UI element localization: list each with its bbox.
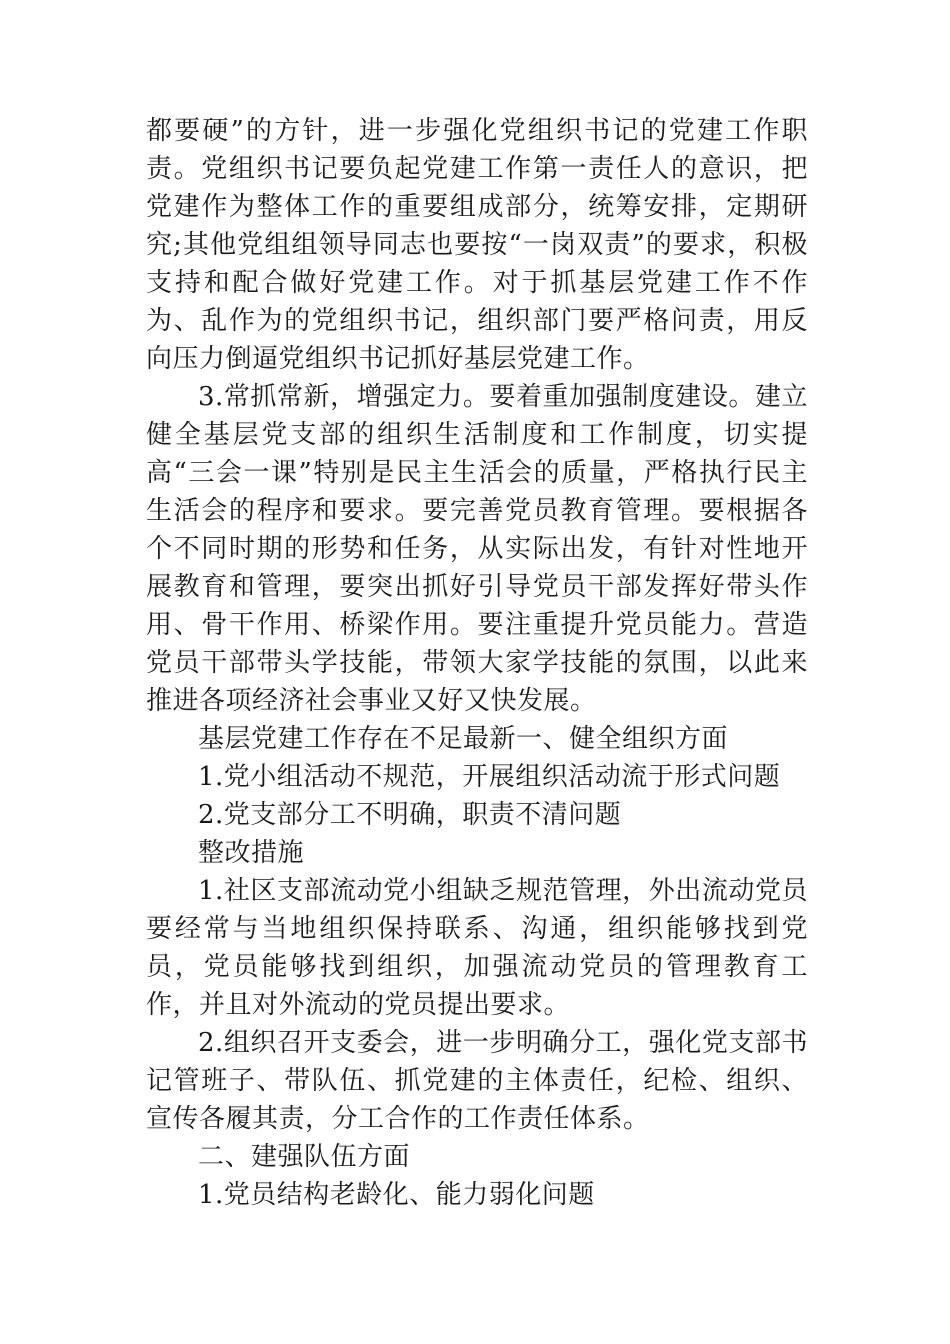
list-item-problem-1: 1.党小组活动不规范，开展组织活动流于形式问题 xyxy=(198,762,781,792)
body-paragraph-item-3: 3.常抓常新，增强定力。要着重加强制度建设。建立健全基层党支部的组织生活制度和工作制度，切实提高“三会一课”特别是民主生活会的质量，严格执行民主生活会的程序和要求。要完善党员教育管理。要根据各个不同时期的形势和任务，从实际出发，有针对性地开展教育和管理，要突出抓好引导党员干部发挥好带头作用、骨干作用、桥梁作用。要注重提升党员能力。营造党员干部带头学技能，带领大家学技能的氛围，以此来推进各项经济社会事业又好又快发展。 xyxy=(146,382,808,716)
subheading-measures: 整改措施 xyxy=(198,838,305,868)
list-item-team-problem-1: 1.党员结构老龄化、能力弱化问题 xyxy=(198,1180,595,1210)
section-heading-organization: 基层党建工作存在不足最新一、健全组织方面 xyxy=(198,724,729,754)
list-item-measure-1: 1.社区支部流动党小组缺乏规范管理，外出流动党员要经常与当地组织保持联系、沟通，组织能够找到党员，党员能够找到组织，加强流动党员的管理教育工作，并且对外流动的党员提出要求。 xyxy=(146,876,808,1020)
body-paragraph-continuation: 都要硬”的方针，进一步强化党组织书记的党建工作职责。党组织书记要负起党建工作第一责任人的意识，把党建作为整体工作的重要组成部分，统筹安排，定期研究;其他党组组领导同志也要按“一岗双责”的要求，积极支持和配合做好党建工作。对于抓基层党建工作不作为、乱作为的党组织书记，组织部门要严格问责，用反向压力倒逼党组织书记抓好基层党建工作。 xyxy=(146,116,808,374)
document-page xyxy=(146,112,808,1214)
list-item-measure-2: 2.组织召开支委会，进一步明确分工，强化党支部书记管班子、带队伍、抓党建的主体责任，纪检、组织、宣传各履其责，分工合作的工作责任体系。 xyxy=(146,1028,808,1134)
section-heading-team: 二、建强队伍方面 xyxy=(198,1142,411,1172)
list-item-problem-2: 2.党支部分工不明确，职责不清问题 xyxy=(198,800,622,830)
